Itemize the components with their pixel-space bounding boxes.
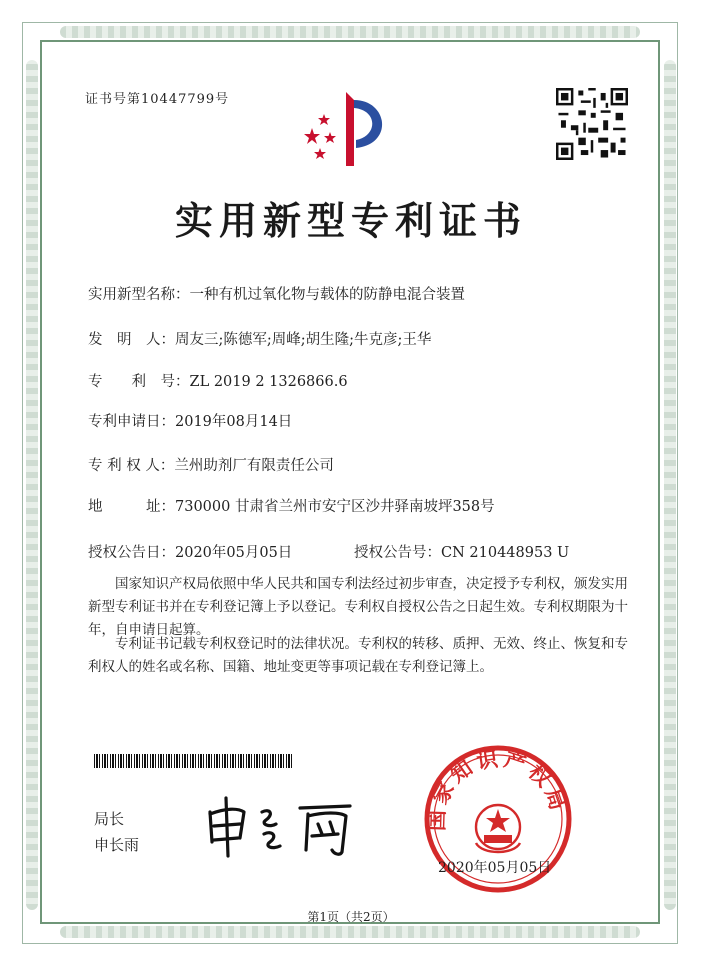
seal-text: 国家知识产权局 [423,745,573,832]
grant-date-row [88,541,292,562]
certificate-number: 证书号第10447799号 [85,92,230,107]
utility-model-name-row [88,283,465,304]
page-title: 实用新型专利证书 [174,198,527,243]
qr-code-icon [556,88,628,160]
patentee-label: 专 利 权 人： [88,458,175,474]
grant-number-label: 授权公告号： [354,545,441,561]
statement-paragraph: 专利证书记载专利权登记时的法律状况。专利权的转移、质押、无效、终止、恢复和专利权人的姓名或名称、国籍、地址变更等事项记载在专利登记簿上。 [88,636,628,675]
utility-model-name-label: 实用新型名称： [88,287,190,303]
patentee-value: 兰州助剂厂有限责任公司 [174,458,334,474]
patent-number-label: 专 利 号： [88,374,190,390]
address-row [88,495,495,516]
inventor-row [88,328,431,349]
director-name: 申长雨 [94,836,140,854]
patentee-row [88,454,334,475]
barcode-icon [94,754,294,768]
address-label: 地 址： [88,499,175,515]
application-date-label: 专利申请日： [88,414,175,430]
grant-number-row [354,541,569,562]
director-title: 局长 [94,810,125,828]
statement-paragraph: 国家知识产权局依照中华人民共和国专利法经过初步审查，决定授予专利权，颁发实用新型专利证书并在专利登记簿上予以登记。专利权自授权公告之日起生效。专利权期限为十年，自申请日起算。 [88,576,628,638]
grant-date-value: 2020年05月05日 [175,545,293,561]
handwritten-signature-icon [200,790,360,860]
grant-number-value: CN 210448953 U [441,545,570,561]
application-date-value: 2019年08月14日 [175,414,293,430]
grant-date-label: 授权公告日： [88,545,175,561]
patent-number-row [88,370,348,391]
seal-date: 2020年05月05日 [438,860,552,876]
address-value: 730000 甘肃省兰州市安宁区沙井驿南坡坪358号 [175,499,495,515]
inventor-label: 发 明 人： [88,332,175,348]
patent-office-logo-icon [298,88,408,172]
page-number: 第1页（共2页） [307,910,395,924]
utility-model-name-value: 一种有机过氧化物与载体的防静电混合装置 [189,287,465,303]
application-date-row [88,410,292,431]
inventor-value: 周友三;陈德军;周峰;胡生隆;牛克彦;王华 [175,332,432,348]
patent-number-value: ZL 2019 2 1326866.6 [189,374,348,390]
